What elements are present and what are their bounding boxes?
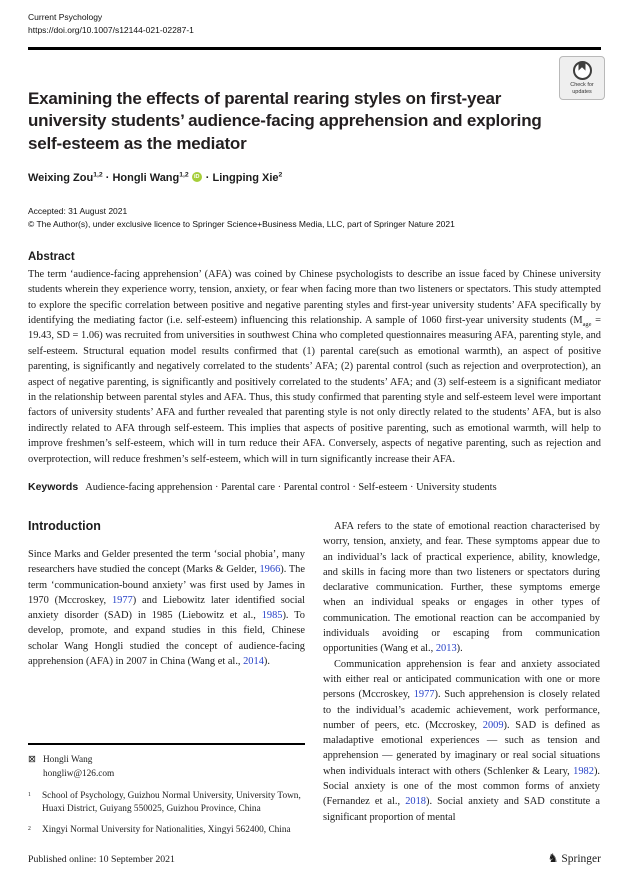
affiliation-1: 1 School of Psychology, Guizhou Normal University, University Town, Huaxi District, Guiyang 550025, Guizhou Province, China <box>28 791 301 814</box>
copyright-notice: © The Author(s), under exclusive licence to Springer Science+Business Media, LLC, part of Springer Nature 2021 <box>28 218 455 229</box>
footnote-block <box>28 743 305 837</box>
citation-link[interactable]: 1985 <box>261 610 283 622</box>
springer-logo <box>548 851 601 866</box>
citation-link[interactable]: 1977 <box>413 689 435 701</box>
keywords-line <box>28 481 601 493</box>
correspondence <box>28 754 305 781</box>
affiliation-2: 2 Xingyi Normal University for Nationalities, Xingyi 562400, China <box>28 825 291 836</box>
check-updates-label: Check for updates <box>570 81 594 95</box>
springer-logo-icon: ♞ <box>547 850 559 865</box>
citation-link[interactable]: 2013 <box>435 643 457 655</box>
abstract-text: The term ‘audience-facing apprehension’ (AFA) was coined by Chinese psychologists to describe an issue faced by Chinese university students wherein they experience worry, tension, anxiety, or fear when facing more than two listeners or spectators. This study attempted to explore the specific correlation between positive and negative parenting styles and first-year university students’ AFA specifically by identifying the mediating factor (i.e. self-esteem) influencing this relationship. A sample of 1060 first-year university students ($M_{age} = 19.43$, SD = 1.06) was recruited from universities in southwest China who completed questionnaires measuring AFA, parenting style, and self-esteem. Structural equation model results confirmed that (1) parental care(such as emotional warmth), an aspect of positive parenting, is significantly and negatively correlated to the students’ AFA; (2) parental control (such as rejection and overprotection), an aspect of negative parenting, is significantly and positively correlated to the students’ AFA; and (3) self-esteem is a significant mediator in the relationship between parental styles and AFA. Thus, this study confirmed that parenting style and self-esteem level were important factors of university students’ AFA and further revealed that parenting style is not only directly related to the students’ AFA, but is also indirectly related to AFA through self-esteem. This implies that aspects of positive parenting, such as emotional warmth, will help to improve freshmen’s self-esteem, which will in turn reduce their AFA. Conversely, aspects of negative parenting, such as rejection and overprotection, will reduce freshmen’s self-esteem, which will in turn significantly increase their AFA. <box>28 268 601 465</box>
journal-header <box>28 12 601 37</box>
springer-logo-text: Springer <box>561 852 601 865</box>
footnote-divider <box>28 743 305 745</box>
intro-paragraph: Since Marks and Gelder presented the term ‘social phobia’, many researchers have studied the concept (Marks & Gelder, 1966). The term ‘communication-bound anxiety’ was first used by James in 1970 (Mccroskey, 1977) and Liebowitz later identified social anxiety disorder (SAD) in 1985 (Liebowitz et al., 1985). To develop, promote, and expand studies in this field, Chinese scholar Wang Hongli studied the concept of audience-facing apprehension (AFA) in 2007 in China (Wang et al., 2014). <box>28 548 305 668</box>
keywords-label: Keywords <box>28 480 79 493</box>
envelope-icon: ⊠ <box>28 755 36 766</box>
article-meta <box>28 205 601 231</box>
citation-link[interactable]: 2014 <box>243 656 264 668</box>
citation-link[interactable]: 2018 <box>405 796 426 808</box>
communication-paragraph: Communication apprehension is fear and anxiety associated with either real or anticipated communication with one or more persons (Mccroskey, 1977). Such apprehension is closely related to the individual’s academic achievement, work performance, number of peers, etc. (Mccroskey, 2009). SAD is defined as maladaptive emotional experiences — such as tension and apprehension — generated by imaginary or real social situations when individuals interact with others (Schlenker & Leary, 1982). Social anxiety is one of the most common forms of anxiety (Fernandez et al., 2018). Social anxiety and SAD constitute a significant proportion of mental <box>323 658 600 823</box>
citation-link[interactable]: 1977 <box>111 594 133 606</box>
published-date: Published online: 10 September 2021 <box>28 853 175 865</box>
paper-title: Examining the effects of parental rearing styles on first-year university students’ audience-facing apprehension and exploring self-esteem as the mediator <box>28 88 542 153</box>
corresponding-author-email[interactable]: hongliw@126.com <box>42 768 115 779</box>
afa-paragraph: AFA refers to the state of emotional reaction characterised by worry, tension, anxiety, and fear. These symptoms appear due to an individual’s lack of practical experience, ability, knowledge, and skills in facing more than two listeners or spectators during declarative communication. Further, these symptoms emerge when an individual speaks or engages in other types of communication. The emotional reaction can be accompanied by individuals avoiding or escaping from communication opportunities (Wang et al., 2013). <box>323 520 600 655</box>
left-column <box>28 519 305 837</box>
check-updates-badge[interactable] <box>559 56 605 100</box>
page-footer <box>28 851 601 866</box>
doi-link[interactable]: https://doi.org/10.1007/s12144-021-02287-1 <box>28 24 194 35</box>
authors-line: Weixing Zou$^{1,2}$ · Hongli Wang$^{1,2}$ iD · Lingping Xie$^2$ <box>28 171 283 185</box>
orcid-icon[interactable]: iD <box>192 172 202 182</box>
accepted-date: Accepted: 31 August 2021 <box>28 206 128 217</box>
two-column-body <box>28 519 601 837</box>
citation-link[interactable]: 2009 <box>482 719 504 731</box>
abstract-heading: Abstract <box>28 250 75 263</box>
journal-name: Current Psychology <box>28 12 103 22</box>
intro-heading: Introduction <box>28 518 101 533</box>
citation-link[interactable]: 1966 <box>259 564 281 576</box>
citation-link[interactable]: 1982 <box>573 765 594 777</box>
crossmark-icon <box>573 61 592 80</box>
right-column <box>323 519 600 837</box>
header-rule <box>28 47 601 50</box>
corresponding-author-name: Hongli Wang <box>42 755 93 766</box>
keywords-list: Audience-facing apprehension · Parental care · Parental control · Self-esteem · University students <box>85 481 497 493</box>
